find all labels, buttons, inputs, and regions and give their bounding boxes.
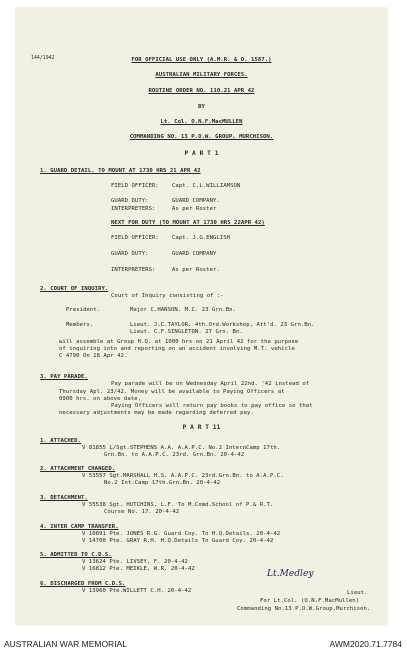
pay-line-5: necessary adjustments may be made regarding deferred pay. [59, 410, 254, 416]
president-value: Major C.HANSON. M.C. 23 Grn.Bn. [130, 307, 236, 313]
transfer-line-2: V 14700 Pte. GRAY R.H. H.Q.Details To Guard Coy. 20-4-42 [82, 538, 274, 544]
attachment-changed-heading: 2. ATTACHMENT CHANGED. [40, 466, 116, 472]
archive-accession-number: AWM2020.71.7784 [329, 639, 402, 649]
detachment-line-2: Course No. 17. 20-4-42 [104, 509, 180, 515]
next-interpreters-value: As per Roster. [172, 267, 220, 273]
interpreters-value: As per Roster [172, 206, 217, 212]
commander-name: Lt. Col. O.N.F.MacMULLEN [160, 119, 243, 125]
court-of-inquiry-heading: 2. COURT OF INQUIRY. [40, 286, 109, 292]
archive-name: AUSTRALIAN WAR MEMORIAL [4, 639, 127, 649]
pay-parade-heading: 3. PAY PARADE. [40, 374, 88, 380]
order-title: ROUTINE ORDER NO. 110.21 APR 42 [148, 88, 255, 94]
signatory-for-line: For Lt.Col. (O.N.F.MacMullen) [260, 598, 360, 604]
detachment-line-1: V 55538 Sgt. HUTCHINS, L.F. To M.Comd.School of P.& R.T. [82, 502, 274, 508]
court-line-5: C 4790 On 18 Apr 42. [59, 353, 128, 359]
pay-line-1: Pay parade will be on Wednesday April 22nd. '42 instead of [111, 381, 310, 387]
admitted-heading: 5. ADMITTED TO C.D.S. [40, 552, 112, 558]
document-page [16, 8, 387, 625]
guard-detail-heading: 1. GUARD DETAIL. TO MOUNT AT 1730 HRS 21 APR 42 [40, 168, 201, 174]
transfer-line-1: V 10891 Pte. JONES R.G. Guard Coy. To H.Q.Details. 20-4-42 [82, 531, 281, 537]
next-interpreters-label: INTERPRETERS: [111, 267, 156, 273]
interpreters-label: INTERPRETERS: [111, 206, 156, 212]
member-1: Lieut. J.C.TAYLOR. 4th.Ord.Workshop, Att'd. 23 Grn.Bn. [130, 322, 315, 328]
member-2: Lieut. C.F.SINGLETON. 27 Grn. Bn. [130, 329, 243, 335]
part-2-heading: P A R T 11 [182, 424, 221, 431]
attached-line-2: Grn.Bn. to A.A.P.C. 23rd. Grn.Bn. 20-4-42 [104, 452, 245, 458]
command-line: COMMANDING NO. 13 P.O.W. GROUP, MURCHISON. [129, 134, 274, 140]
admitted-line-1: V 13624 Pte. LIVSEY, F. 20-4-42 [82, 559, 188, 565]
court-line-3: will assemble at Group H.Q. at 1000 hrs on 21 April 42 for the purpose [59, 339, 299, 345]
pay-line-3: 0900 hrs. on above date. [59, 396, 142, 402]
next-duty-heading: NEXT FOR DUTY (TO MOUNT AT 1730 HRS 22APR 42) [111, 220, 265, 226]
detachment-heading: 3. DETACHMENT. [40, 495, 88, 501]
archive-footer [0, 631, 407, 653]
pay-line-4: Paying Officers will return pay books to pay office so that [111, 403, 313, 409]
attached-line-1: V 81855 L/Sgt.STEPHENS A.A. A.A.P.C. No.2 InternCamp 17th. [82, 445, 281, 451]
guard-duty-value: GUARD COMPANY. [172, 198, 220, 204]
next-field-officer-label: FIELD OFFICER: [111, 235, 159, 241]
attachment-changed-line-2: No.2 Int.Camp 17th.Grn.Bn. 20-4-42 [104, 480, 221, 486]
next-guard-duty-value: GUARD COMPANY [172, 251, 217, 257]
pay-line-2: Thursday Apl. 23/42. Money will be available to Paying Officers at [59, 389, 285, 395]
president-label: President. [66, 307, 101, 313]
discharged-heading: 6. DISCHARGED FROM C.D.S. [40, 581, 126, 587]
discharged-line-1: V 13960 Pte.WILLETT C.H. 20-4-42 [82, 588, 192, 594]
court-line-4: of inquiring into and reporting on an accident involving M.T. vehicle [59, 346, 295, 352]
by-line: BY [198, 104, 205, 110]
field-officer-value: Capt. C.L.WILLIAMSON [172, 183, 241, 189]
signatory-rank: Lieut. [347, 590, 368, 596]
next-field-officer-value: Capt. J.G.ENGLISH [172, 235, 231, 241]
field-officer-label: FIELD OFFICER: [111, 183, 159, 189]
members-label: Members. [66, 322, 94, 328]
handwritten-signature: Lt.Medley [267, 569, 314, 579]
attached-heading: 1. ATTACHED. [40, 438, 82, 444]
admitted-line-2: V 16812 Pte. MEIKLE, W.R. 20-4-42 [82, 566, 195, 572]
court-line-1: Court of Inquiry consisting of :- [111, 293, 224, 299]
attachment-changed-line-1: V 53557 Sgt.MARSHALL H.S. A.A.P.C. 23rd.Grn.Bn. to A.A.P.C. [82, 473, 284, 479]
file-reference: 144/1942 [31, 56, 55, 61]
guard-duty-label: GUARD DUTY: [111, 198, 149, 204]
classification-heading: FOR OFFICIAL USE ONLY (A.M.R. & O. 1587.) [131, 57, 272, 63]
force-heading: AUSTRALIAN MILITARY FORCES. [155, 72, 248, 78]
next-guard-duty-label: GUARD DUTY: [111, 251, 149, 257]
inter-camp-transfer-heading: 4. INTER CAMP TRANSFER. [40, 524, 119, 530]
part-1-heading: P A R T 1 [184, 150, 219, 157]
signatory-command-line: Commanding No.13 P.O.W.Group,Murchison. [237, 606, 371, 612]
